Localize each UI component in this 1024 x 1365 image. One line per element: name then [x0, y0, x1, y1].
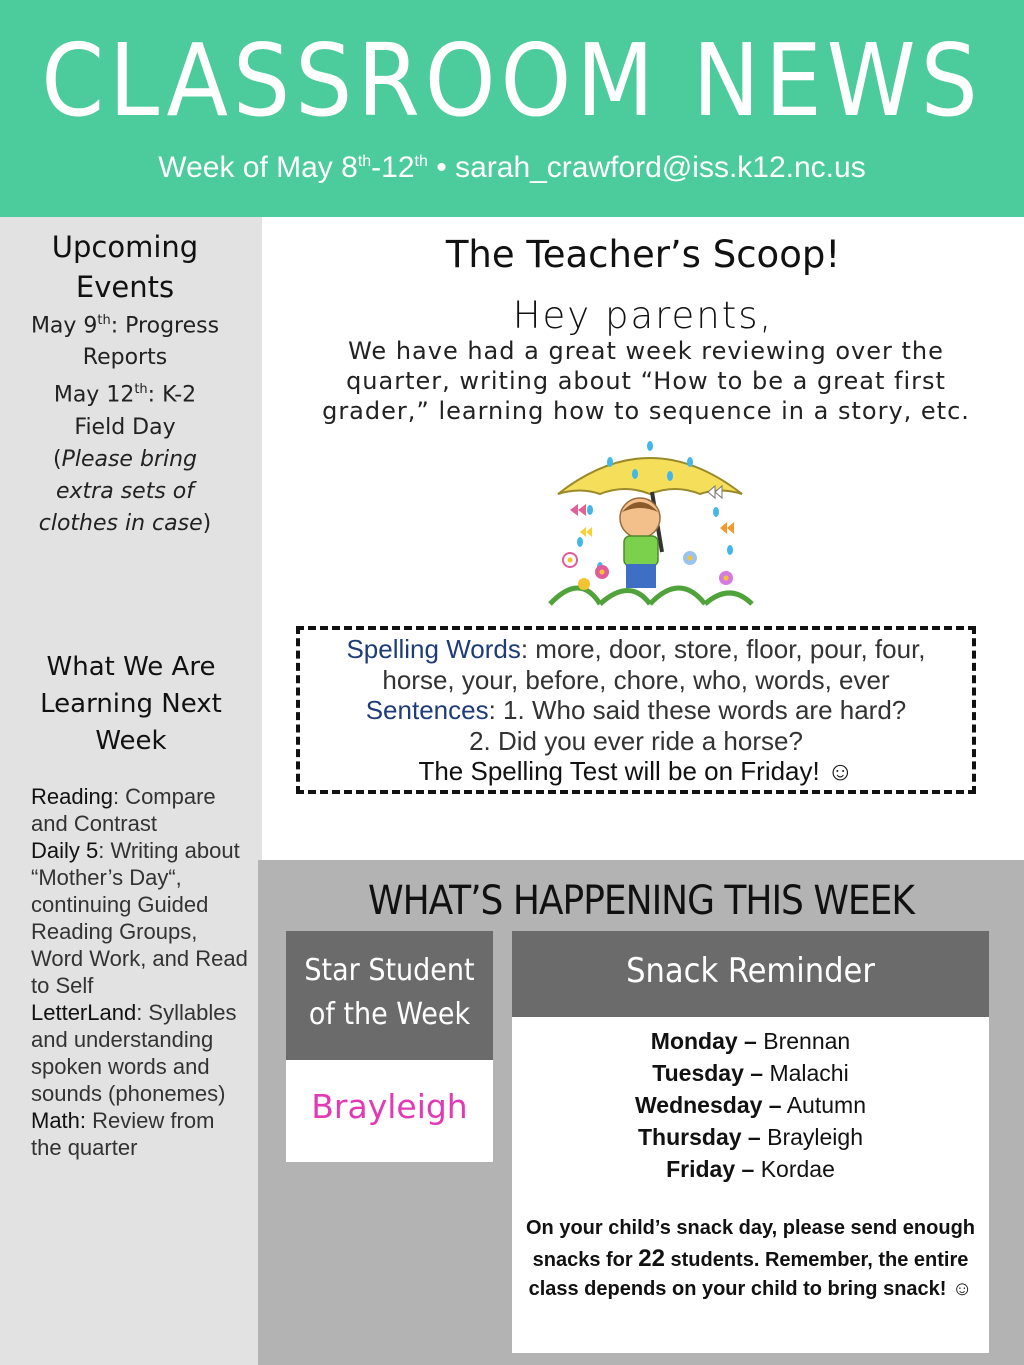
- snack-day: Friday –: [666, 1156, 755, 1182]
- sentence-1: : 1. Who said these words are hard?: [488, 695, 907, 725]
- snack-day-row: [512, 1121, 989, 1153]
- week-suffix-2: th: [414, 153, 428, 170]
- star-student-name: Brayleigh: [311, 1087, 468, 1126]
- subject-label: Reading: [31, 784, 113, 809]
- subject-text: : Writing about “Mother’s Day“, continuing Guided Reading Groups, Word Work, and Read to Self: [31, 838, 248, 998]
- subject-label: LetterLand: [31, 1000, 137, 1025]
- week-prefix: Week of May 8: [158, 151, 358, 184]
- sentences-line: [300, 695, 972, 726]
- event-date-suffix: th: [97, 313, 111, 328]
- learning-item-letterland: [31, 999, 251, 1107]
- paren-close: ): [202, 510, 212, 536]
- clipart-svg: [540, 432, 760, 612]
- snack-student: Malachi: [763, 1060, 849, 1086]
- spelling-line-1: [300, 634, 972, 665]
- week-mid: -12: [371, 151, 415, 184]
- snack-student: Kordae: [754, 1156, 835, 1182]
- snack-day: Tuesday –: [652, 1060, 764, 1086]
- snack-day: Thursday –: [638, 1124, 761, 1150]
- paren-open: (: [52, 446, 62, 472]
- event-note-line: [0, 508, 250, 540]
- subject-label: Daily 5: [31, 838, 99, 863]
- event-note-line: [0, 444, 250, 476]
- learning-next-week-heading: [0, 649, 262, 760]
- snack-note-text: students. Remember, the entire class depends on your child to bring snack! ☺: [528, 1248, 973, 1300]
- event-note: Please bring: [61, 446, 197, 472]
- learning-list: [31, 783, 251, 1161]
- star-header-line: Star Student: [304, 953, 475, 988]
- greeting: Hey parents,: [512, 294, 774, 337]
- event-date: May 12: [53, 382, 135, 408]
- event-note: extra sets of: [56, 478, 194, 504]
- event-date: May 9: [30, 313, 98, 339]
- snack-reminder-card: [512, 931, 989, 1353]
- scoop-message: We have had a great week reviewing over the quarter, writing about “How to be a great first grader,” learning how to sequence in a story, etc.: [322, 337, 970, 425]
- events-title-line-2: Events: [75, 270, 175, 304]
- snack-day-row: [512, 1025, 989, 1057]
- subject-text: Review from the quarter: [31, 1108, 215, 1160]
- star-header-line: of the Week: [308, 997, 471, 1032]
- snack-day-row: [512, 1057, 989, 1089]
- star-student-header: [286, 931, 493, 1060]
- header-subtitle: [0, 150, 1024, 186]
- sentence-2: 2. Did you ever ride a horse?: [469, 725, 803, 756]
- subject-text: : Syllables and understanding spoken words and sounds (phonemes): [31, 1000, 237, 1106]
- whats-happening-section: [258, 860, 1024, 1365]
- snack-note: [522, 1214, 979, 1305]
- whats-happening-heading: WHAT’S HAPPENING THIS WEEK: [368, 878, 914, 924]
- subject-text: : Compare and Contrast: [31, 784, 216, 836]
- event-text-line: Reports: [82, 345, 168, 371]
- snack-student: Autumn: [781, 1092, 866, 1118]
- teacher-scoop-heading: The Teacher’s Scoop!: [445, 233, 841, 276]
- snack-student: Brennan: [756, 1028, 851, 1054]
- spelling-words-label: Spelling Words: [346, 634, 521, 664]
- sentences-label: Sentences: [365, 695, 489, 725]
- newsletter-title: CLASSROOM NEWS: [41, 22, 983, 139]
- snack-day-row: [512, 1089, 989, 1121]
- events-title-line-1: Upcoming: [51, 230, 199, 264]
- bullet-separator: •: [436, 151, 447, 184]
- event-field-day: [0, 374, 250, 411]
- event-progress-reports: [0, 305, 250, 342]
- snack-student: Brayleigh: [760, 1124, 863, 1150]
- spelling-line-2: horse, your, before, chore, who, words, ever: [382, 664, 890, 695]
- snack-day: Monday –: [650, 1028, 757, 1054]
- spelling-words-box: [296, 626, 976, 794]
- boy-umbrella-clipart-icon: [540, 432, 760, 612]
- learning-title-line: What We Are: [46, 652, 216, 682]
- event-text-line: Field Day: [74, 414, 176, 440]
- spelling-words-list: : more, door, store, floor, pour, four,: [520, 634, 926, 664]
- learning-title-line: Week: [95, 726, 167, 756]
- snack-day: Wednesday –: [635, 1092, 782, 1118]
- event-note: clothes in case: [38, 510, 203, 536]
- event-date-suffix: th: [134, 382, 148, 398]
- upcoming-events-heading: [0, 227, 250, 307]
- snack-student-count: 22: [638, 1244, 665, 1272]
- sidebar: [0, 217, 262, 1365]
- teacher-email[interactable]: sarah_crawford@iss.k12.nc.us: [455, 151, 866, 184]
- learning-item-daily5: [31, 837, 251, 999]
- spelling-test-note: The Spelling Test will be on Friday! ☺: [418, 756, 854, 786]
- learning-title-line: Learning Next: [40, 689, 222, 719]
- learning-item-reading: [31, 783, 251, 837]
- learning-item-math: [31, 1107, 251, 1161]
- snack-schedule: [512, 1025, 989, 1185]
- event-text: : K-2: [147, 382, 197, 408]
- events-list: [0, 305, 250, 540]
- subject-label: Math:: [31, 1108, 87, 1133]
- week-suffix-1: th: [357, 153, 372, 170]
- event-note-line: [0, 476, 250, 508]
- snack-note-text: On your child’s snack day, please send enough snacks for: [525, 1217, 975, 1271]
- star-student-card: [286, 931, 493, 1162]
- header-banner: [0, 0, 1024, 217]
- snack-reminder-header: Snack Reminder: [512, 931, 989, 1017]
- event-text: : Progress: [110, 313, 220, 339]
- snack-day-row: [512, 1153, 989, 1185]
